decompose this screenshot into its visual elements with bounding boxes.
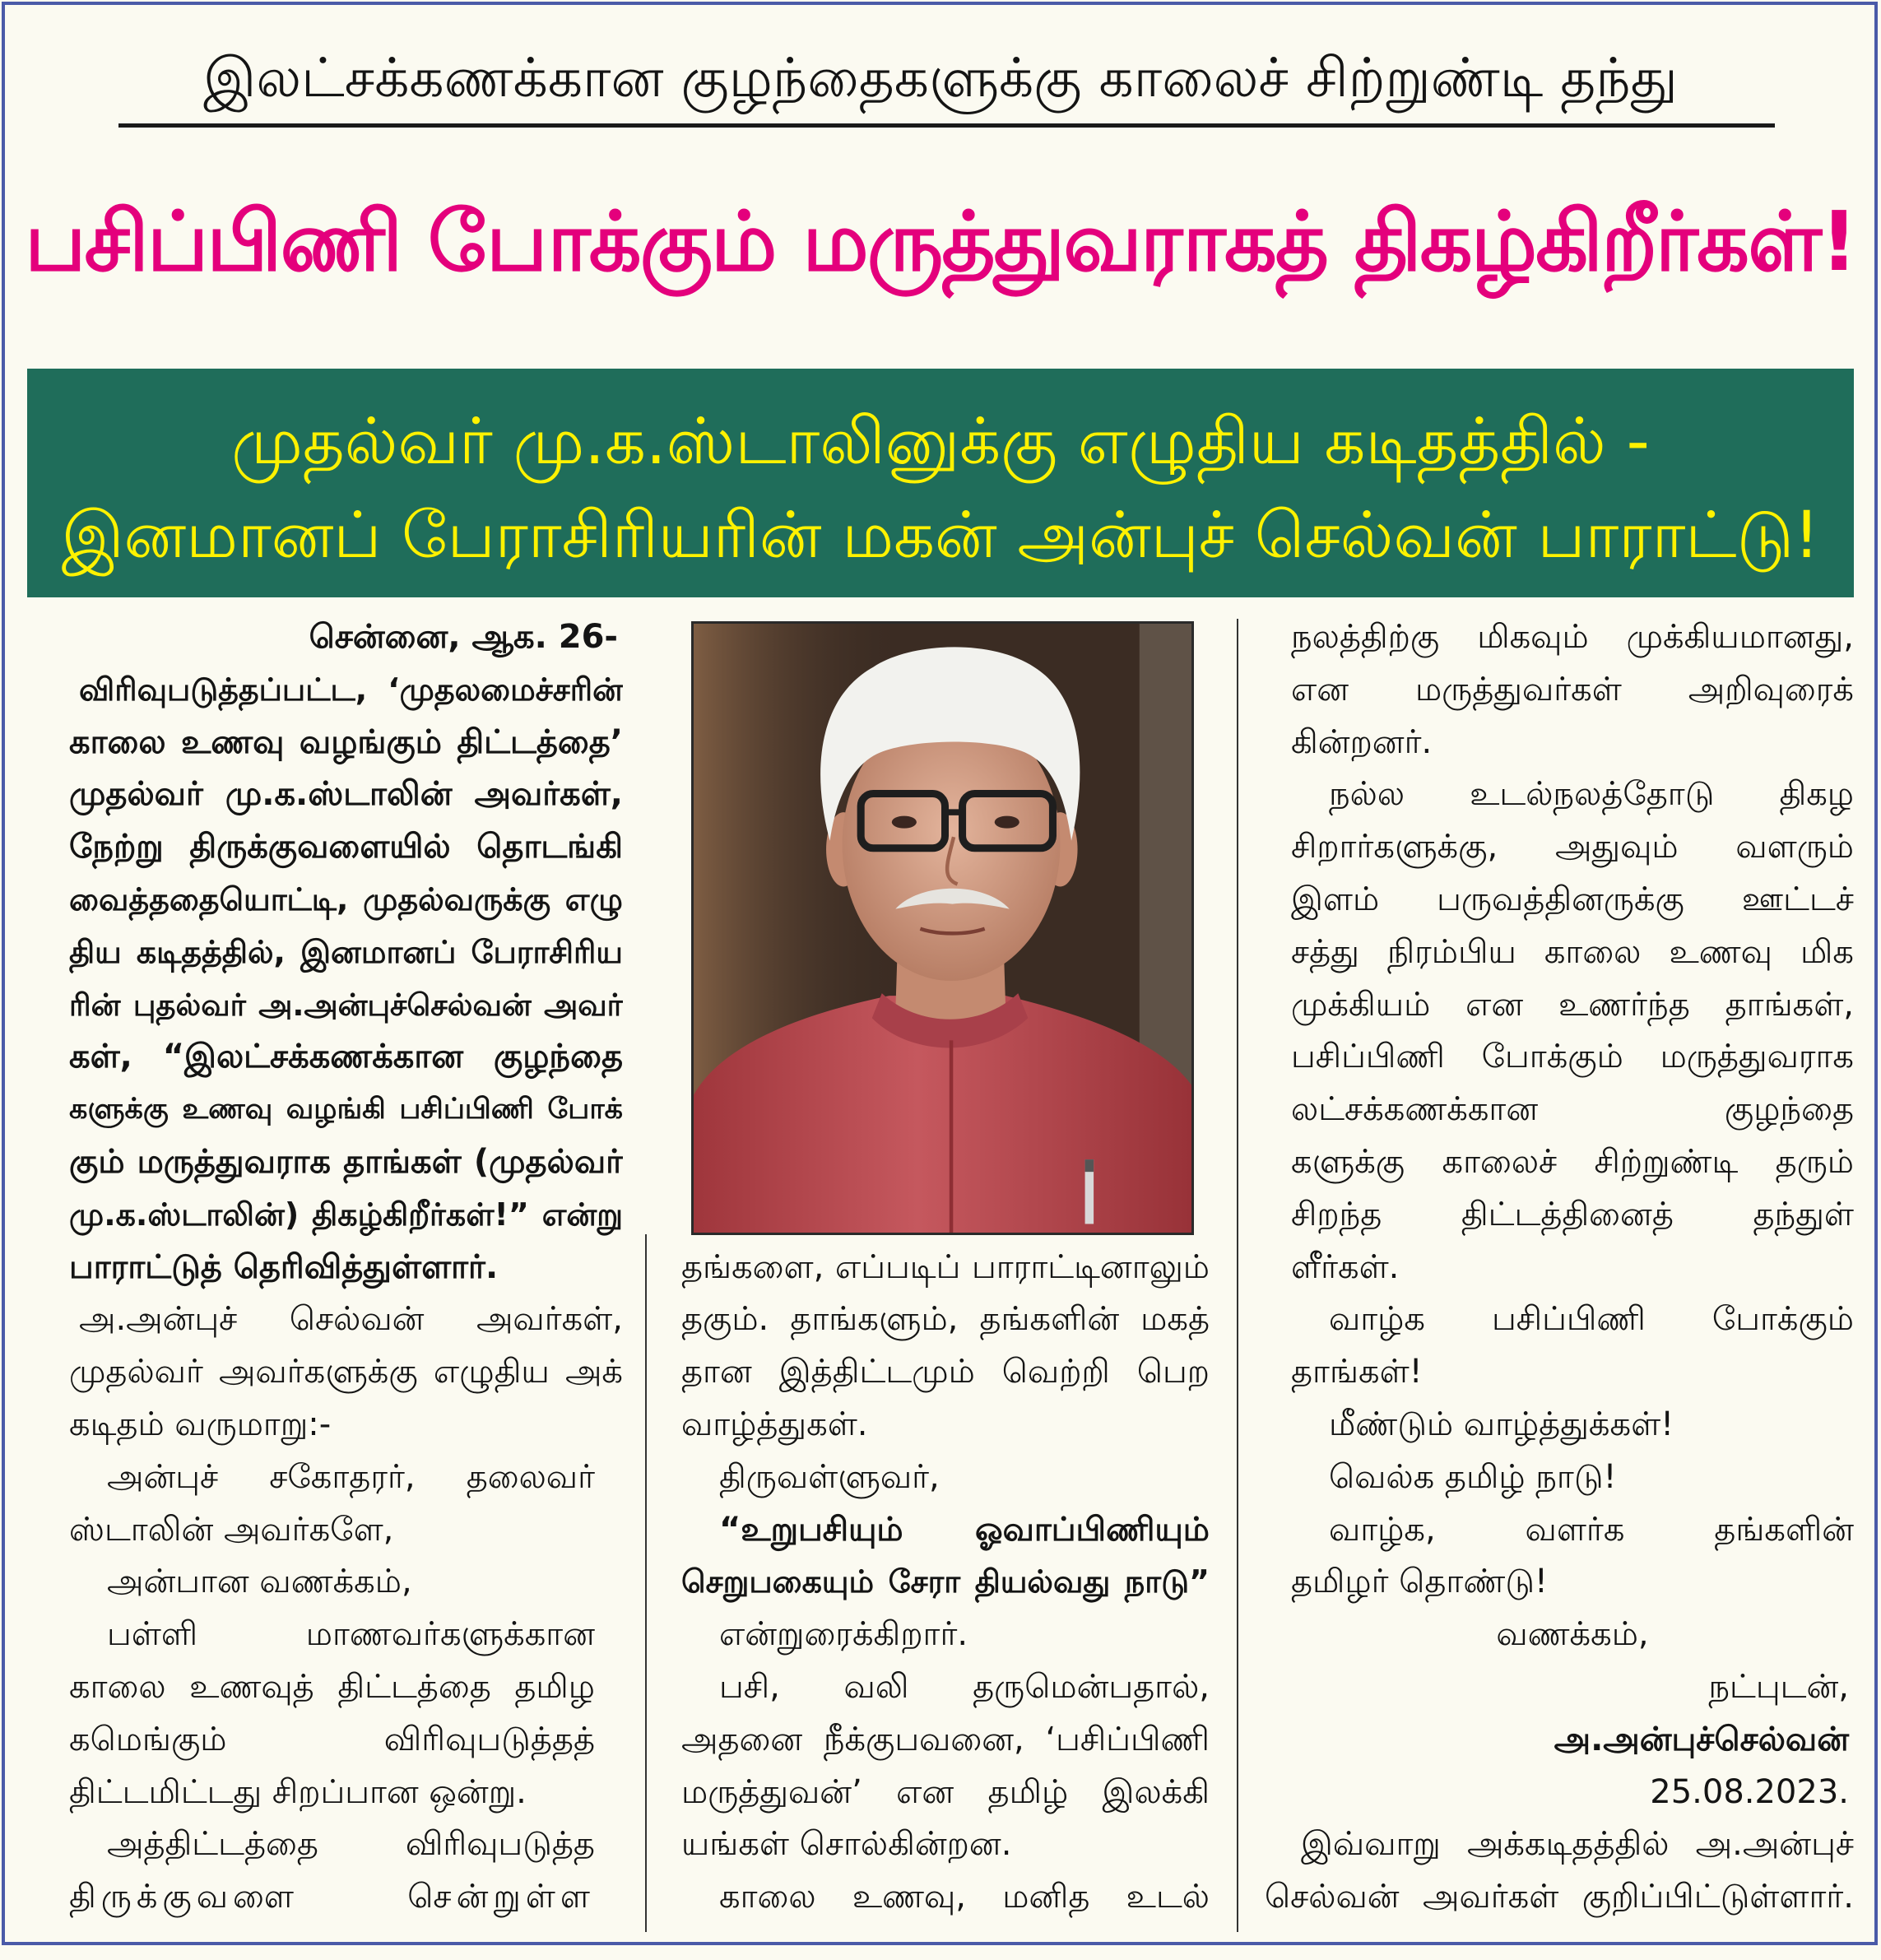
body-text-line: வாழ்க பசிப்பிணி போக்கும் [1329, 1300, 1854, 1339]
closing-phrase: நட்புடன், [1708, 1667, 1849, 1706]
letter-greeting-line: அன்பான வணக்கம், [107, 1563, 412, 1601]
body-text-line: செல்வன் அவர்கள் குறிப்பிட்டுள்ளார். [1265, 1878, 1854, 1916]
body-text-line: கடிதம் வருமாறு:- [69, 1405, 332, 1443]
body-text-line: விரிவுபடுத்தப்பட்ட, ‘முதலமைச்சரின் [79, 671, 623, 708]
body-text-line: லட்சக்கணக்கான குழந்தை [1291, 1090, 1854, 1129]
body-text-line: முதல்வர் அவர்களுக்கு எழுதிய அக் [69, 1353, 623, 1391]
body-text-line: காலை உணவு வழங்கும் திட்டத்தை’ [69, 722, 623, 761]
body-text-line: யங்கள் சொல்கின்றன. [681, 1825, 1012, 1864]
body-text-line: அதனை நீக்குபவனை, ‘பசிப்பிணி [681, 1720, 1210, 1758]
body-text-line: மருத்துவன்’ என தமிழ் இலக்கி [681, 1772, 1210, 1811]
closing-salutation: வணக்கம், [1496, 1615, 1649, 1654]
subheadline-banner [27, 369, 1854, 597]
body-text-line: ளீர்கள். [1291, 1247, 1400, 1286]
body-text-line: மீண்டும் வாழ்த்துக்கள்! [1329, 1405, 1674, 1443]
letter-salutation-line: அன்புச் சகோதரர், தலைவர் [107, 1457, 595, 1496]
column-divider-1 [645, 1234, 647, 1932]
body-text-line: இவ்வாறு அக்கடிதத்தில் அ.அன்புச் [1301, 1825, 1854, 1864]
body-text-line: முதல்வர் மு.க.ஸ்டாலின் அவர்கள், [69, 775, 623, 814]
body-text-line: காலை உணவுத் திட்டத்தை தமிழ [69, 1667, 595, 1706]
body-text-line: நல்ல உடல்நலத்தோடு திகழ [1329, 775, 1854, 814]
body-text-line: சிறார்களுக்கு, அதுவும் வளரும் [1291, 828, 1854, 866]
thirukkural-quote-line: “உறுபசியும் ஓவாப்பிணியும் [719, 1510, 1210, 1549]
body-text-line: சிறந்த திட்டத்தினைத் தந்துள் [1291, 1195, 1854, 1233]
signature-name: அ.அன்புச்செல்வன் [1554, 1720, 1849, 1758]
body-text-line: பாராட்டுத் தெரிவித்துள்ளார். [69, 1247, 499, 1286]
portrait-photo [691, 621, 1194, 1235]
body-text-line: தமிழர் தொண்டு! [1291, 1563, 1548, 1601]
body-text-line: வைத்ததையொட்டி, முதல்வருக்கு எழு [69, 880, 623, 917]
body-text-line: தங்களை, எப்படிப் பாராட்டினாலும் [681, 1247, 1210, 1286]
kicker-underline [118, 123, 1775, 128]
body-text-line: கும் மருத்துவராக தாங்கள் (முதல்வர் [69, 1142, 623, 1181]
body-text-line: தகும். தாங்களும், தங்களின் மகத் [681, 1300, 1210, 1339]
body-text-line: வாழ்த்துகள். [681, 1405, 868, 1443]
subheadline-line-1: முதல்வர் மு.க.ஸ்டாலினுக்கு எழுதிய கடிதத்தில் - [231, 405, 1650, 479]
body-text-line: தான இத்திட்டமும் வெற்றி பெற [681, 1353, 1210, 1391]
body-text-line: என மருத்துவர்கள் அறிவுரைக் [1291, 670, 1854, 708]
body-text-line: மு.க.ஸ்டாலின்) திகழ்கிறீர்கள்!” என்று [69, 1196, 623, 1233]
kicker-headline: இலட்சக்கணக்கான குழந்தைகளுக்கு காலைச் சிற்றுண்டி தந்து [203, 46, 1678, 109]
body-text-line: திருவள்ளுவர், [719, 1457, 940, 1496]
body-text-line: பள்ளி மாணவர்களுக்கான [107, 1615, 595, 1654]
body-text-line: தாங்கள்! [1291, 1353, 1423, 1391]
body-text-line: நலத்திற்கு மிகவும் முக்கியமானது, [1291, 618, 1854, 656]
body-text-line: களுக்கு உணவு வழங்கி பசிப்பிணி போக் [69, 1093, 623, 1126]
body-text-line: முக்கியம் என உணர்ந்த தாங்கள், [1291, 985, 1854, 1024]
body-text-line: கின்றனர். [1291, 722, 1433, 761]
column-divider-2 [1237, 619, 1238, 1932]
body-text-line: வெல்க தமிழ் நாடு! [1329, 1457, 1617, 1496]
body-text-line: அ.அன்புச் செல்வன் அவர்கள், [79, 1300, 623, 1339]
body-text-line: சத்து நிரம்பிய காலை உணவு மிக [1291, 932, 1854, 971]
body-text-line: கமெங்கும் விரிவுபடுத்தத் [69, 1720, 595, 1758]
body-text-line: திருக்குவளை சென்றுள்ள [69, 1878, 595, 1916]
article-column-2 [681, 1242, 1210, 1924]
body-text-line: இளம் பருவத்தினருக்கு ஊட்டச் [1291, 880, 1854, 918]
body-text-line: வாழ்க, வளர்க தங்களின் [1329, 1510, 1854, 1549]
dateline: சென்னை, ஆக. 26- [309, 618, 618, 656]
body-text-line: பசி, வலி தருமென்பதால், [719, 1667, 1210, 1706]
body-text-line: திய கடிதத்தில், இனமானப் பேராசிரிய [69, 933, 623, 970]
subheadline-line-2: இனமானப் பேராசிரியரின் மகன் அன்புச் செல்வன் பாராட்டு! [61, 499, 1820, 573]
body-text-line: ரின் புதல்வர் அ.அன்புச்செல்வன் அவர் [69, 987, 623, 1023]
body-text-line: காலை உணவு, மனித உடல் [719, 1878, 1210, 1916]
body-text-line: களுக்கு காலைச் சிற்றுண்டி தரும் [1291, 1142, 1854, 1181]
portrait-illustration [694, 624, 1191, 1233]
thirukkural-quote-line: செறுபகையும் சேரா தியல்வது நாடு” [681, 1563, 1210, 1600]
body-text-line: பசிப்பிணி போக்கும் மருத்துவராக [1291, 1038, 1854, 1076]
letter-salutation-line: ஸ்டாலின் அவர்களே, [69, 1510, 394, 1549]
body-text-line: அத்திட்டத்தை விரிவுபடுத்த [107, 1825, 595, 1864]
body-text-line: கள், “இலட்சக்கணக்கான குழந்தை [69, 1038, 623, 1076]
body-text-line: திட்டமிட்டது சிறப்பான ஒன்று. [69, 1772, 527, 1811]
body-text-line: நேற்று திருக்குவளையில் தொடங்கி [69, 828, 623, 866]
main-headline: பசிப்பிணி போக்கும் மருத்துவராகத் திகழ்கிறீர்கள்! [25, 193, 1856, 290]
article-column-3 [1265, 611, 1854, 1924]
letter-date: 25.08.2023. [1650, 1772, 1849, 1811]
article-column-1 [69, 611, 623, 1924]
body-text-line: என்றுரைக்கிறார். [719, 1615, 968, 1654]
